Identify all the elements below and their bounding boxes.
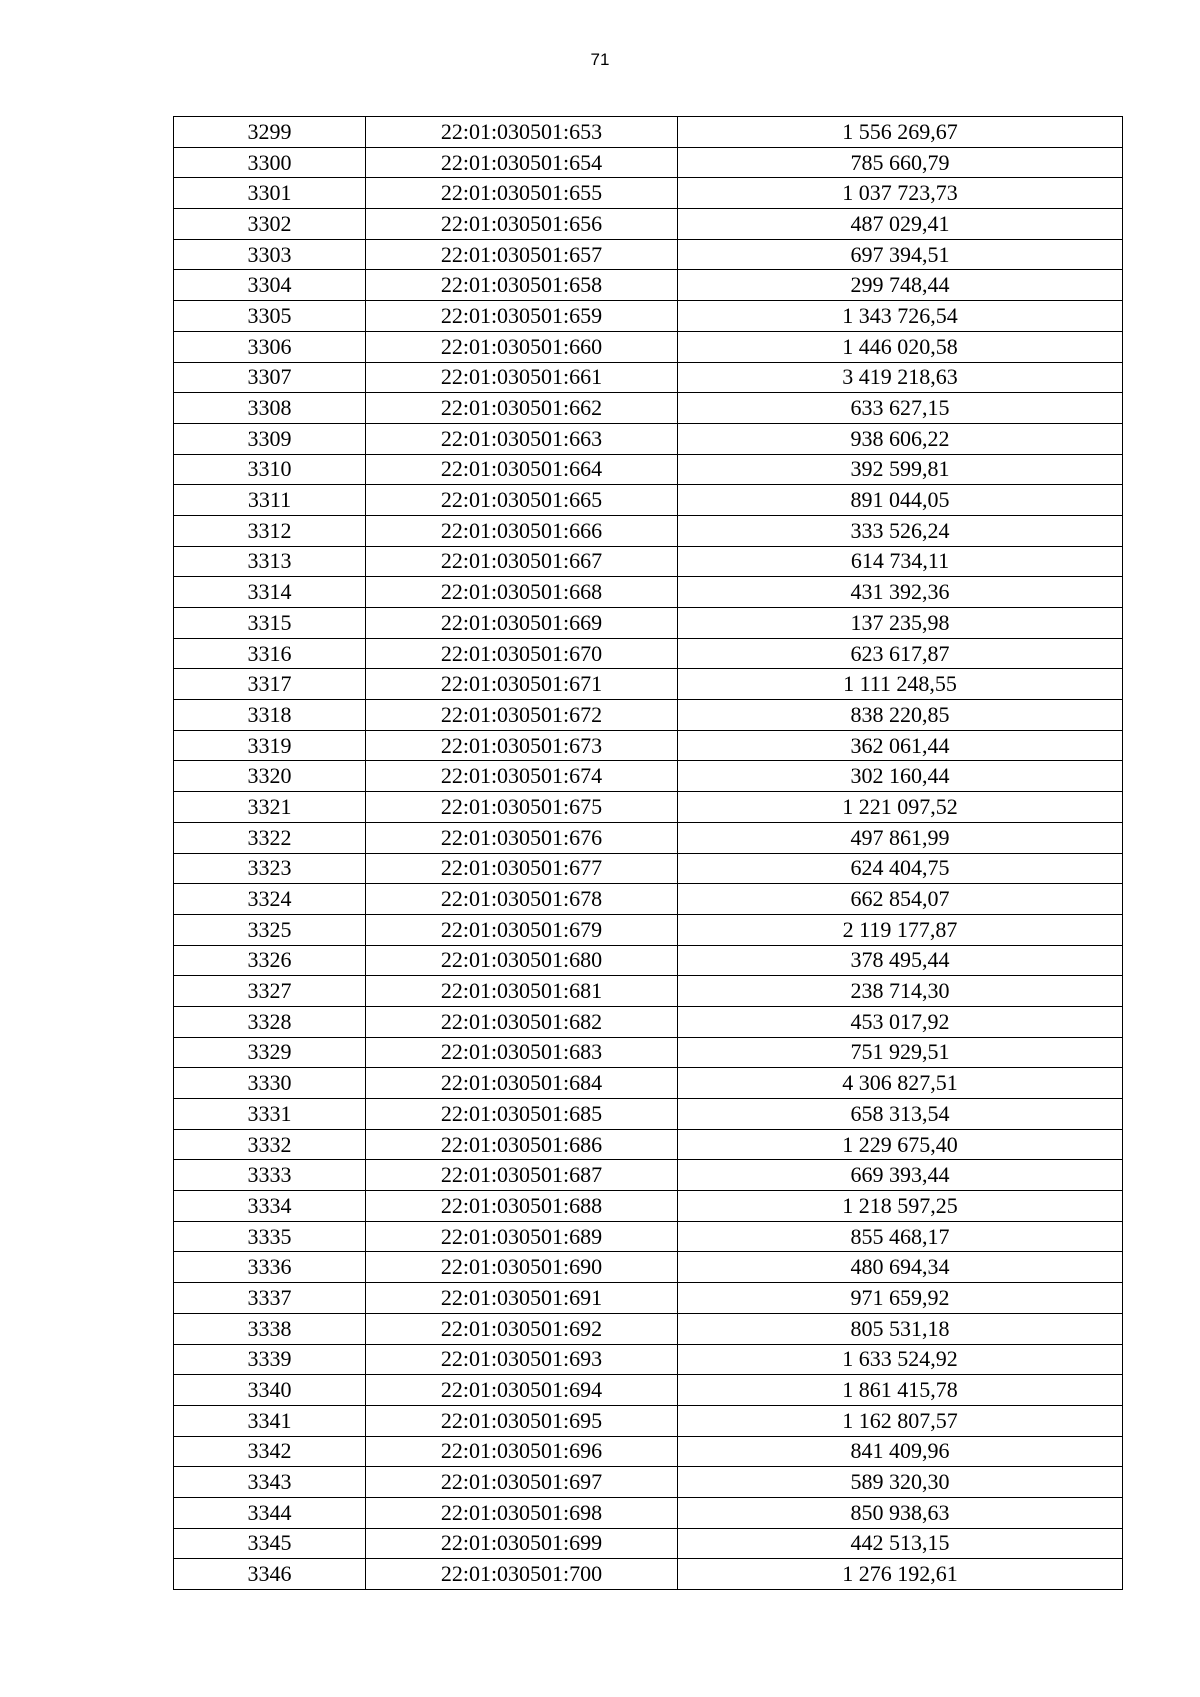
cadastral-value-cell: 497 861,99 bbox=[678, 822, 1123, 853]
table-row bbox=[174, 1191, 1123, 1222]
row-number-cell: 3340 bbox=[174, 1375, 366, 1406]
table-row bbox=[174, 1068, 1123, 1099]
table-row bbox=[174, 1313, 1123, 1344]
cadastral-value-cell: 633 627,15 bbox=[678, 393, 1123, 424]
cadastral-number-cell: 22:01:030501:685 bbox=[366, 1099, 678, 1130]
cadastral-value-cell: 614 734,11 bbox=[678, 546, 1123, 577]
table-row bbox=[174, 270, 1123, 301]
cadastral-number-cell: 22:01:030501:689 bbox=[366, 1221, 678, 1252]
row-number-cell: 3302 bbox=[174, 209, 366, 240]
table-row bbox=[174, 117, 1123, 148]
row-number-cell: 3324 bbox=[174, 884, 366, 915]
cadastral-number-cell: 22:01:030501:694 bbox=[366, 1375, 678, 1406]
table-row bbox=[174, 1129, 1123, 1160]
row-number-cell: 3312 bbox=[174, 515, 366, 546]
row-number-cell: 3322 bbox=[174, 822, 366, 853]
table-row bbox=[174, 362, 1123, 393]
row-number-cell: 3320 bbox=[174, 761, 366, 792]
row-number-cell: 3316 bbox=[174, 638, 366, 669]
row-number-cell: 3343 bbox=[174, 1467, 366, 1498]
cadastral-number-cell: 22:01:030501:655 bbox=[366, 178, 678, 209]
cadastral-value-cell: 1 221 097,52 bbox=[678, 792, 1123, 823]
cadastral-value-cell: 362 061,44 bbox=[678, 730, 1123, 761]
cadastral-value-cell: 1 343 726,54 bbox=[678, 301, 1123, 332]
cadastral-number-cell: 22:01:030501:669 bbox=[366, 608, 678, 639]
cadastral-number-cell: 22:01:030501:668 bbox=[366, 577, 678, 608]
cadastral-value-cell: 238 714,30 bbox=[678, 976, 1123, 1007]
row-number-cell: 3326 bbox=[174, 945, 366, 976]
cadastral-number-cell: 22:01:030501:679 bbox=[366, 914, 678, 945]
cadastral-number-cell: 22:01:030501:670 bbox=[366, 638, 678, 669]
cadastral-number-cell: 22:01:030501:683 bbox=[366, 1037, 678, 1068]
row-number-cell: 3345 bbox=[174, 1528, 366, 1559]
cadastral-value-cell: 1 861 415,78 bbox=[678, 1375, 1123, 1406]
row-number-cell: 3305 bbox=[174, 301, 366, 332]
table-row bbox=[174, 1344, 1123, 1375]
cadastral-value-cell: 392 599,81 bbox=[678, 454, 1123, 485]
cadastral-number-cell: 22:01:030501:671 bbox=[366, 669, 678, 700]
table-row bbox=[174, 485, 1123, 516]
cadastral-value-cell: 453 017,92 bbox=[678, 1006, 1123, 1037]
cadastral-value-cell: 1 218 597,25 bbox=[678, 1191, 1123, 1222]
cadastral-value-cell: 938 606,22 bbox=[678, 423, 1123, 454]
cadastral-value-cell: 1 037 723,73 bbox=[678, 178, 1123, 209]
cadastral-number-cell: 22:01:030501:664 bbox=[366, 454, 678, 485]
table-row bbox=[174, 454, 1123, 485]
cadastral-number-cell: 22:01:030501:687 bbox=[366, 1160, 678, 1191]
cadastral-value-cell: 623 617,87 bbox=[678, 638, 1123, 669]
row-number-cell: 3325 bbox=[174, 914, 366, 945]
cadastral-number-cell: 22:01:030501:682 bbox=[366, 1006, 678, 1037]
table-row bbox=[174, 1221, 1123, 1252]
cadastral-number-cell: 22:01:030501:660 bbox=[366, 331, 678, 362]
row-number-cell: 3332 bbox=[174, 1129, 366, 1160]
cadastral-value-cell: 1 446 020,58 bbox=[678, 331, 1123, 362]
cadastral-value-cell: 589 320,30 bbox=[678, 1467, 1123, 1498]
cadastral-value-cell: 669 393,44 bbox=[678, 1160, 1123, 1191]
row-number-cell: 3317 bbox=[174, 669, 366, 700]
row-number-cell: 3336 bbox=[174, 1252, 366, 1283]
table-row bbox=[174, 1559, 1123, 1590]
row-number-cell: 3321 bbox=[174, 792, 366, 823]
table-row bbox=[174, 638, 1123, 669]
cadastral-value-cell: 838 220,85 bbox=[678, 700, 1123, 731]
table-row bbox=[174, 515, 1123, 546]
table-row bbox=[174, 577, 1123, 608]
table-row bbox=[174, 301, 1123, 332]
table-row bbox=[174, 147, 1123, 178]
row-number-cell: 3323 bbox=[174, 853, 366, 884]
table-row bbox=[174, 1099, 1123, 1130]
table-row bbox=[174, 1006, 1123, 1037]
row-number-cell: 3306 bbox=[174, 331, 366, 362]
row-number-cell: 3327 bbox=[174, 976, 366, 1007]
cadastral-number-cell: 22:01:030501:663 bbox=[366, 423, 678, 454]
table-row bbox=[174, 1467, 1123, 1498]
cadastral-value-cell: 751 929,51 bbox=[678, 1037, 1123, 1068]
table-row bbox=[174, 700, 1123, 731]
row-number-cell: 3301 bbox=[174, 178, 366, 209]
cadastral-number-cell: 22:01:030501:656 bbox=[366, 209, 678, 240]
table-row bbox=[174, 761, 1123, 792]
cadastral-number-cell: 22:01:030501:684 bbox=[366, 1068, 678, 1099]
cadastral-value-cell: 480 694,34 bbox=[678, 1252, 1123, 1283]
cadastral-value-cell: 431 392,36 bbox=[678, 577, 1123, 608]
cadastral-value-cell: 658 313,54 bbox=[678, 1099, 1123, 1130]
row-number-cell: 3337 bbox=[174, 1283, 366, 1314]
cadastral-value-cell: 302 160,44 bbox=[678, 761, 1123, 792]
cadastral-value-cell: 2 119 177,87 bbox=[678, 914, 1123, 945]
cadastral-number-cell: 22:01:030501:659 bbox=[366, 301, 678, 332]
table-row bbox=[174, 178, 1123, 209]
cadastral-number-cell: 22:01:030501:699 bbox=[366, 1528, 678, 1559]
cadastral-number-cell: 22:01:030501:675 bbox=[366, 792, 678, 823]
cadastral-number-cell: 22:01:030501:691 bbox=[366, 1283, 678, 1314]
cadastral-number-cell: 22:01:030501:696 bbox=[366, 1436, 678, 1467]
row-number-cell: 3318 bbox=[174, 700, 366, 731]
table-row bbox=[174, 546, 1123, 577]
table-row bbox=[174, 1528, 1123, 1559]
row-number-cell: 3330 bbox=[174, 1068, 366, 1099]
table-row bbox=[174, 209, 1123, 240]
cadastral-value-cell: 697 394,51 bbox=[678, 239, 1123, 270]
table-row bbox=[174, 608, 1123, 639]
cadastral-value-cell: 378 495,44 bbox=[678, 945, 1123, 976]
row-number-cell: 3344 bbox=[174, 1497, 366, 1528]
cadastral-value-cell: 624 404,75 bbox=[678, 853, 1123, 884]
cadastral-value-cell: 891 044,05 bbox=[678, 485, 1123, 516]
row-number-cell: 3334 bbox=[174, 1191, 366, 1222]
table-row bbox=[174, 331, 1123, 362]
cadastral-number-cell: 22:01:030501:673 bbox=[366, 730, 678, 761]
table-row bbox=[174, 1436, 1123, 1467]
row-number-cell: 3346 bbox=[174, 1559, 366, 1590]
cadastral-number-cell: 22:01:030501:665 bbox=[366, 485, 678, 516]
cadastral-number-cell: 22:01:030501:666 bbox=[366, 515, 678, 546]
cadastral-number-cell: 22:01:030501:697 bbox=[366, 1467, 678, 1498]
cadastral-value-cell: 1 556 269,67 bbox=[678, 117, 1123, 148]
table-row bbox=[174, 1037, 1123, 1068]
cadastral-number-cell: 22:01:030501:678 bbox=[366, 884, 678, 915]
cadastral-value-cell: 805 531,18 bbox=[678, 1313, 1123, 1344]
cadastral-value-cell: 1 111 248,55 bbox=[678, 669, 1123, 700]
row-number-cell: 3311 bbox=[174, 485, 366, 516]
cadastral-value-cell: 3 419 218,63 bbox=[678, 362, 1123, 393]
table-row bbox=[174, 853, 1123, 884]
cadastral-number-cell: 22:01:030501:674 bbox=[366, 761, 678, 792]
row-number-cell: 3299 bbox=[174, 117, 366, 148]
cadastral-number-cell: 22:01:030501:654 bbox=[366, 147, 678, 178]
row-number-cell: 3315 bbox=[174, 608, 366, 639]
cadastral-value-table bbox=[173, 116, 1123, 1590]
table-row bbox=[174, 239, 1123, 270]
cadastral-number-cell: 22:01:030501:667 bbox=[366, 546, 678, 577]
cadastral-number-cell: 22:01:030501:686 bbox=[366, 1129, 678, 1160]
table-row bbox=[174, 1252, 1123, 1283]
table-row bbox=[174, 423, 1123, 454]
table-row bbox=[174, 945, 1123, 976]
table-body bbox=[174, 117, 1123, 1590]
cadastral-value-cell: 1 276 192,61 bbox=[678, 1559, 1123, 1590]
cadastral-number-cell: 22:01:030501:661 bbox=[366, 362, 678, 393]
table-row bbox=[174, 1497, 1123, 1528]
cadastral-value-cell: 850 938,63 bbox=[678, 1497, 1123, 1528]
row-number-cell: 3319 bbox=[174, 730, 366, 761]
table-row bbox=[174, 730, 1123, 761]
row-number-cell: 3303 bbox=[174, 239, 366, 270]
row-number-cell: 3314 bbox=[174, 577, 366, 608]
cadastral-value-cell: 1 633 524,92 bbox=[678, 1344, 1123, 1375]
cadastral-value-cell: 1 162 807,57 bbox=[678, 1405, 1123, 1436]
table-row bbox=[174, 1160, 1123, 1191]
cadastral-number-cell: 22:01:030501:672 bbox=[366, 700, 678, 731]
cadastral-value-cell: 785 660,79 bbox=[678, 147, 1123, 178]
row-number-cell: 3341 bbox=[174, 1405, 366, 1436]
cadastral-value-cell: 299 748,44 bbox=[678, 270, 1123, 301]
table-row bbox=[174, 1283, 1123, 1314]
cadastral-value-cell: 333 526,24 bbox=[678, 515, 1123, 546]
table-row bbox=[174, 393, 1123, 424]
row-number-cell: 3331 bbox=[174, 1099, 366, 1130]
cadastral-number-cell: 22:01:030501:692 bbox=[366, 1313, 678, 1344]
row-number-cell: 3308 bbox=[174, 393, 366, 424]
cadastral-value-cell: 662 854,07 bbox=[678, 884, 1123, 915]
table-row bbox=[174, 1405, 1123, 1436]
page-number: 71 bbox=[590, 50, 610, 69]
table-row bbox=[174, 914, 1123, 945]
cadastral-value-cell: 487 029,41 bbox=[678, 209, 1123, 240]
row-number-cell: 3335 bbox=[174, 1221, 366, 1252]
cadastral-number-cell: 22:01:030501:695 bbox=[366, 1405, 678, 1436]
table-row bbox=[174, 669, 1123, 700]
cadastral-value-cell: 841 409,96 bbox=[678, 1436, 1123, 1467]
row-number-cell: 3342 bbox=[174, 1436, 366, 1467]
row-number-cell: 3338 bbox=[174, 1313, 366, 1344]
cadastral-number-cell: 22:01:030501:680 bbox=[366, 945, 678, 976]
cadastral-number-cell: 22:01:030501:690 bbox=[366, 1252, 678, 1283]
cadastral-number-cell: 22:01:030501:662 bbox=[366, 393, 678, 424]
cadastral-value-cell: 855 468,17 bbox=[678, 1221, 1123, 1252]
cadastral-value-cell: 4 306 827,51 bbox=[678, 1068, 1123, 1099]
cadastral-value-cell: 137 235,98 bbox=[678, 608, 1123, 639]
table-row bbox=[174, 884, 1123, 915]
cadastral-value-cell: 971 659,92 bbox=[678, 1283, 1123, 1314]
cadastral-number-cell: 22:01:030501:700 bbox=[366, 1559, 678, 1590]
table-row bbox=[174, 1375, 1123, 1406]
table-row bbox=[174, 976, 1123, 1007]
cadastral-number-cell: 22:01:030501:676 bbox=[366, 822, 678, 853]
row-number-cell: 3309 bbox=[174, 423, 366, 454]
cadastral-number-cell: 22:01:030501:693 bbox=[366, 1344, 678, 1375]
row-number-cell: 3304 bbox=[174, 270, 366, 301]
cadastral-number-cell: 22:01:030501:657 bbox=[366, 239, 678, 270]
cadastral-value-cell: 1 229 675,40 bbox=[678, 1129, 1123, 1160]
row-number-cell: 3328 bbox=[174, 1006, 366, 1037]
cadastral-number-cell: 22:01:030501:658 bbox=[366, 270, 678, 301]
cadastral-number-cell: 22:01:030501:688 bbox=[366, 1191, 678, 1222]
table-row bbox=[174, 822, 1123, 853]
row-number-cell: 3310 bbox=[174, 454, 366, 485]
cadastral-number-cell: 22:01:030501:653 bbox=[366, 117, 678, 148]
row-number-cell: 3307 bbox=[174, 362, 366, 393]
row-number-cell: 3333 bbox=[174, 1160, 366, 1191]
table-row bbox=[174, 792, 1123, 823]
row-number-cell: 3339 bbox=[174, 1344, 366, 1375]
cadastral-value-cell: 442 513,15 bbox=[678, 1528, 1123, 1559]
row-number-cell: 3329 bbox=[174, 1037, 366, 1068]
cadastral-number-cell: 22:01:030501:681 bbox=[366, 976, 678, 1007]
row-number-cell: 3313 bbox=[174, 546, 366, 577]
row-number-cell: 3300 bbox=[174, 147, 366, 178]
cadastral-number-cell: 22:01:030501:698 bbox=[366, 1497, 678, 1528]
cadastral-number-cell: 22:01:030501:677 bbox=[366, 853, 678, 884]
